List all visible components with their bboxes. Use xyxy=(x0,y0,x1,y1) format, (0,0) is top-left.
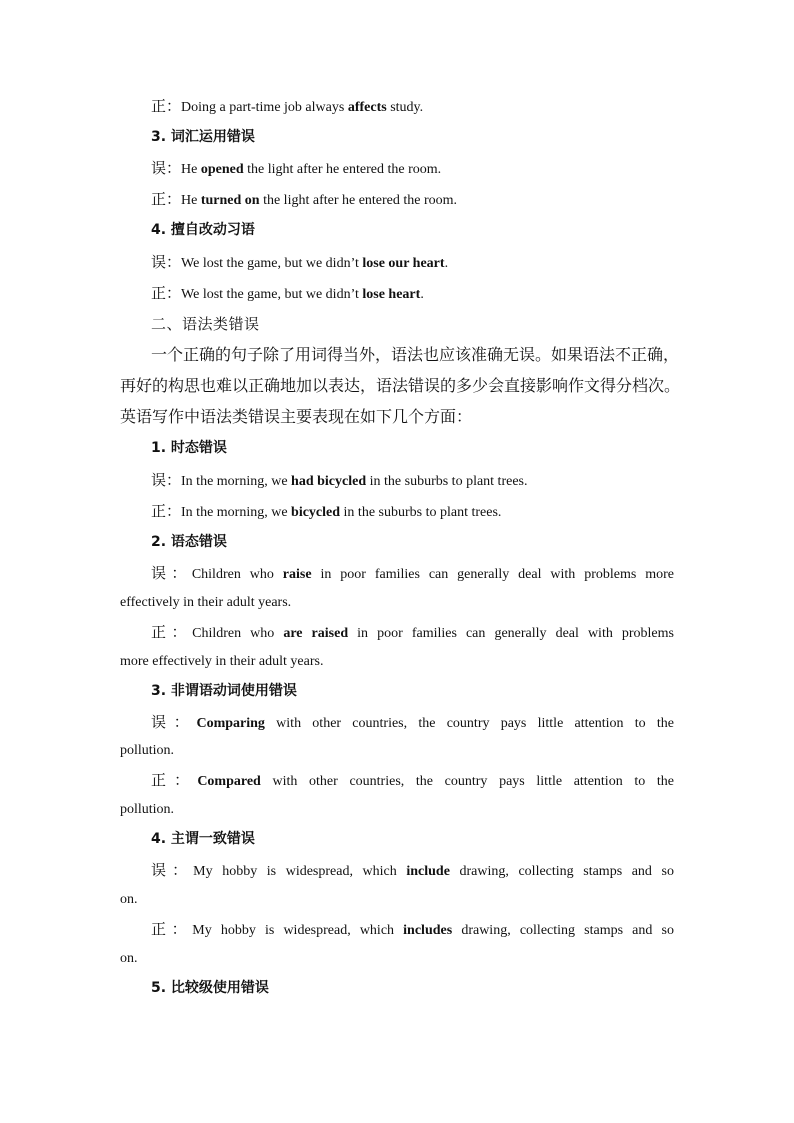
subheading: 5. 比较级使用错误 xyxy=(151,980,269,996)
example-continuation: more effectively in their adult years. xyxy=(120,654,324,669)
example-wrong: 误：Comparing with other countries, the country pays little attention to the xyxy=(151,713,674,731)
example-wrong: 误：We lost the game, but we didn’t lose our heart. xyxy=(151,253,449,271)
example-correct: 正：He turned on the light after he entered the room. xyxy=(151,190,458,208)
example-continuation: effectively in their adult years. xyxy=(120,595,292,610)
paragraph-line: 再好的构思也难以正确地加以表达，语法错误的多少会直接影响作文得分档次。 xyxy=(120,376,681,395)
section-heading: 二、语法类错误 xyxy=(151,315,260,333)
example-correct: 正：My hobby is widespread, which includes drawing, collecting stamps and so xyxy=(151,920,674,938)
subheading: 4. 擅自改动习语 xyxy=(151,222,255,238)
example-correct: 正：Compared with other countries, the country pays little attention to the xyxy=(151,771,674,789)
correct-label: 正： xyxy=(151,623,193,641)
subheading: 4. 主谓一致错误 xyxy=(151,831,255,847)
example-wrong: 误：He opened the light after he entered the room. xyxy=(151,159,442,177)
example-correct: 正：We lost the game, but we didn’t lose heart. xyxy=(151,284,424,302)
example-continuation: on. xyxy=(120,892,138,907)
example-wrong: 误：In the morning, we had bicycled in the suburbs to plant trees. xyxy=(151,471,528,489)
subheading: 3. 词汇运用错误 xyxy=(151,129,255,145)
example-correct: 正：Children who are raised in poor families can generally deal with problems xyxy=(151,623,674,641)
example-wrong: 误：Children who raise in poor families can generally deal with problems more xyxy=(151,564,674,582)
subheading: 3. 非谓语动词使用错误 xyxy=(151,683,297,699)
example-correct: 正：In the morning, we bicycled in the suburbs to plant trees. xyxy=(151,502,502,520)
wrong-label: 误： xyxy=(151,564,192,582)
subheading: 1. 时态错误 xyxy=(151,440,227,456)
wrong-label: 误： xyxy=(151,253,182,271)
example-correct: 正：Doing a part-time job always affects study. xyxy=(151,97,424,115)
wrong-label: 误： xyxy=(151,471,182,489)
paragraph-line: 一个正确的句子除了用词得当外，语法也应该准确无误。如果语法不正确， xyxy=(151,345,680,364)
wrong-label: 误： xyxy=(151,713,197,731)
subheading: 2. 语态错误 xyxy=(151,534,227,550)
example-continuation: pollution. xyxy=(120,802,175,817)
correct-label: 正： xyxy=(151,97,182,115)
correct-label: 正： xyxy=(151,920,193,938)
wrong-label: 误： xyxy=(151,159,182,177)
example-continuation: on. xyxy=(120,951,138,966)
paragraph-line: 英语写作中语法类错误主要表现在如下几个方面： xyxy=(120,407,473,426)
correct-label: 正： xyxy=(151,502,182,520)
correct-label: 正： xyxy=(151,771,198,789)
correct-label: 正： xyxy=(151,190,182,208)
example-wrong: 误：My hobby is widespread, which include drawing, collecting stamps and so xyxy=(151,861,674,879)
wrong-label: 误： xyxy=(151,861,194,879)
correct-label: 正： xyxy=(151,284,182,302)
example-continuation: pollution. xyxy=(120,743,175,758)
